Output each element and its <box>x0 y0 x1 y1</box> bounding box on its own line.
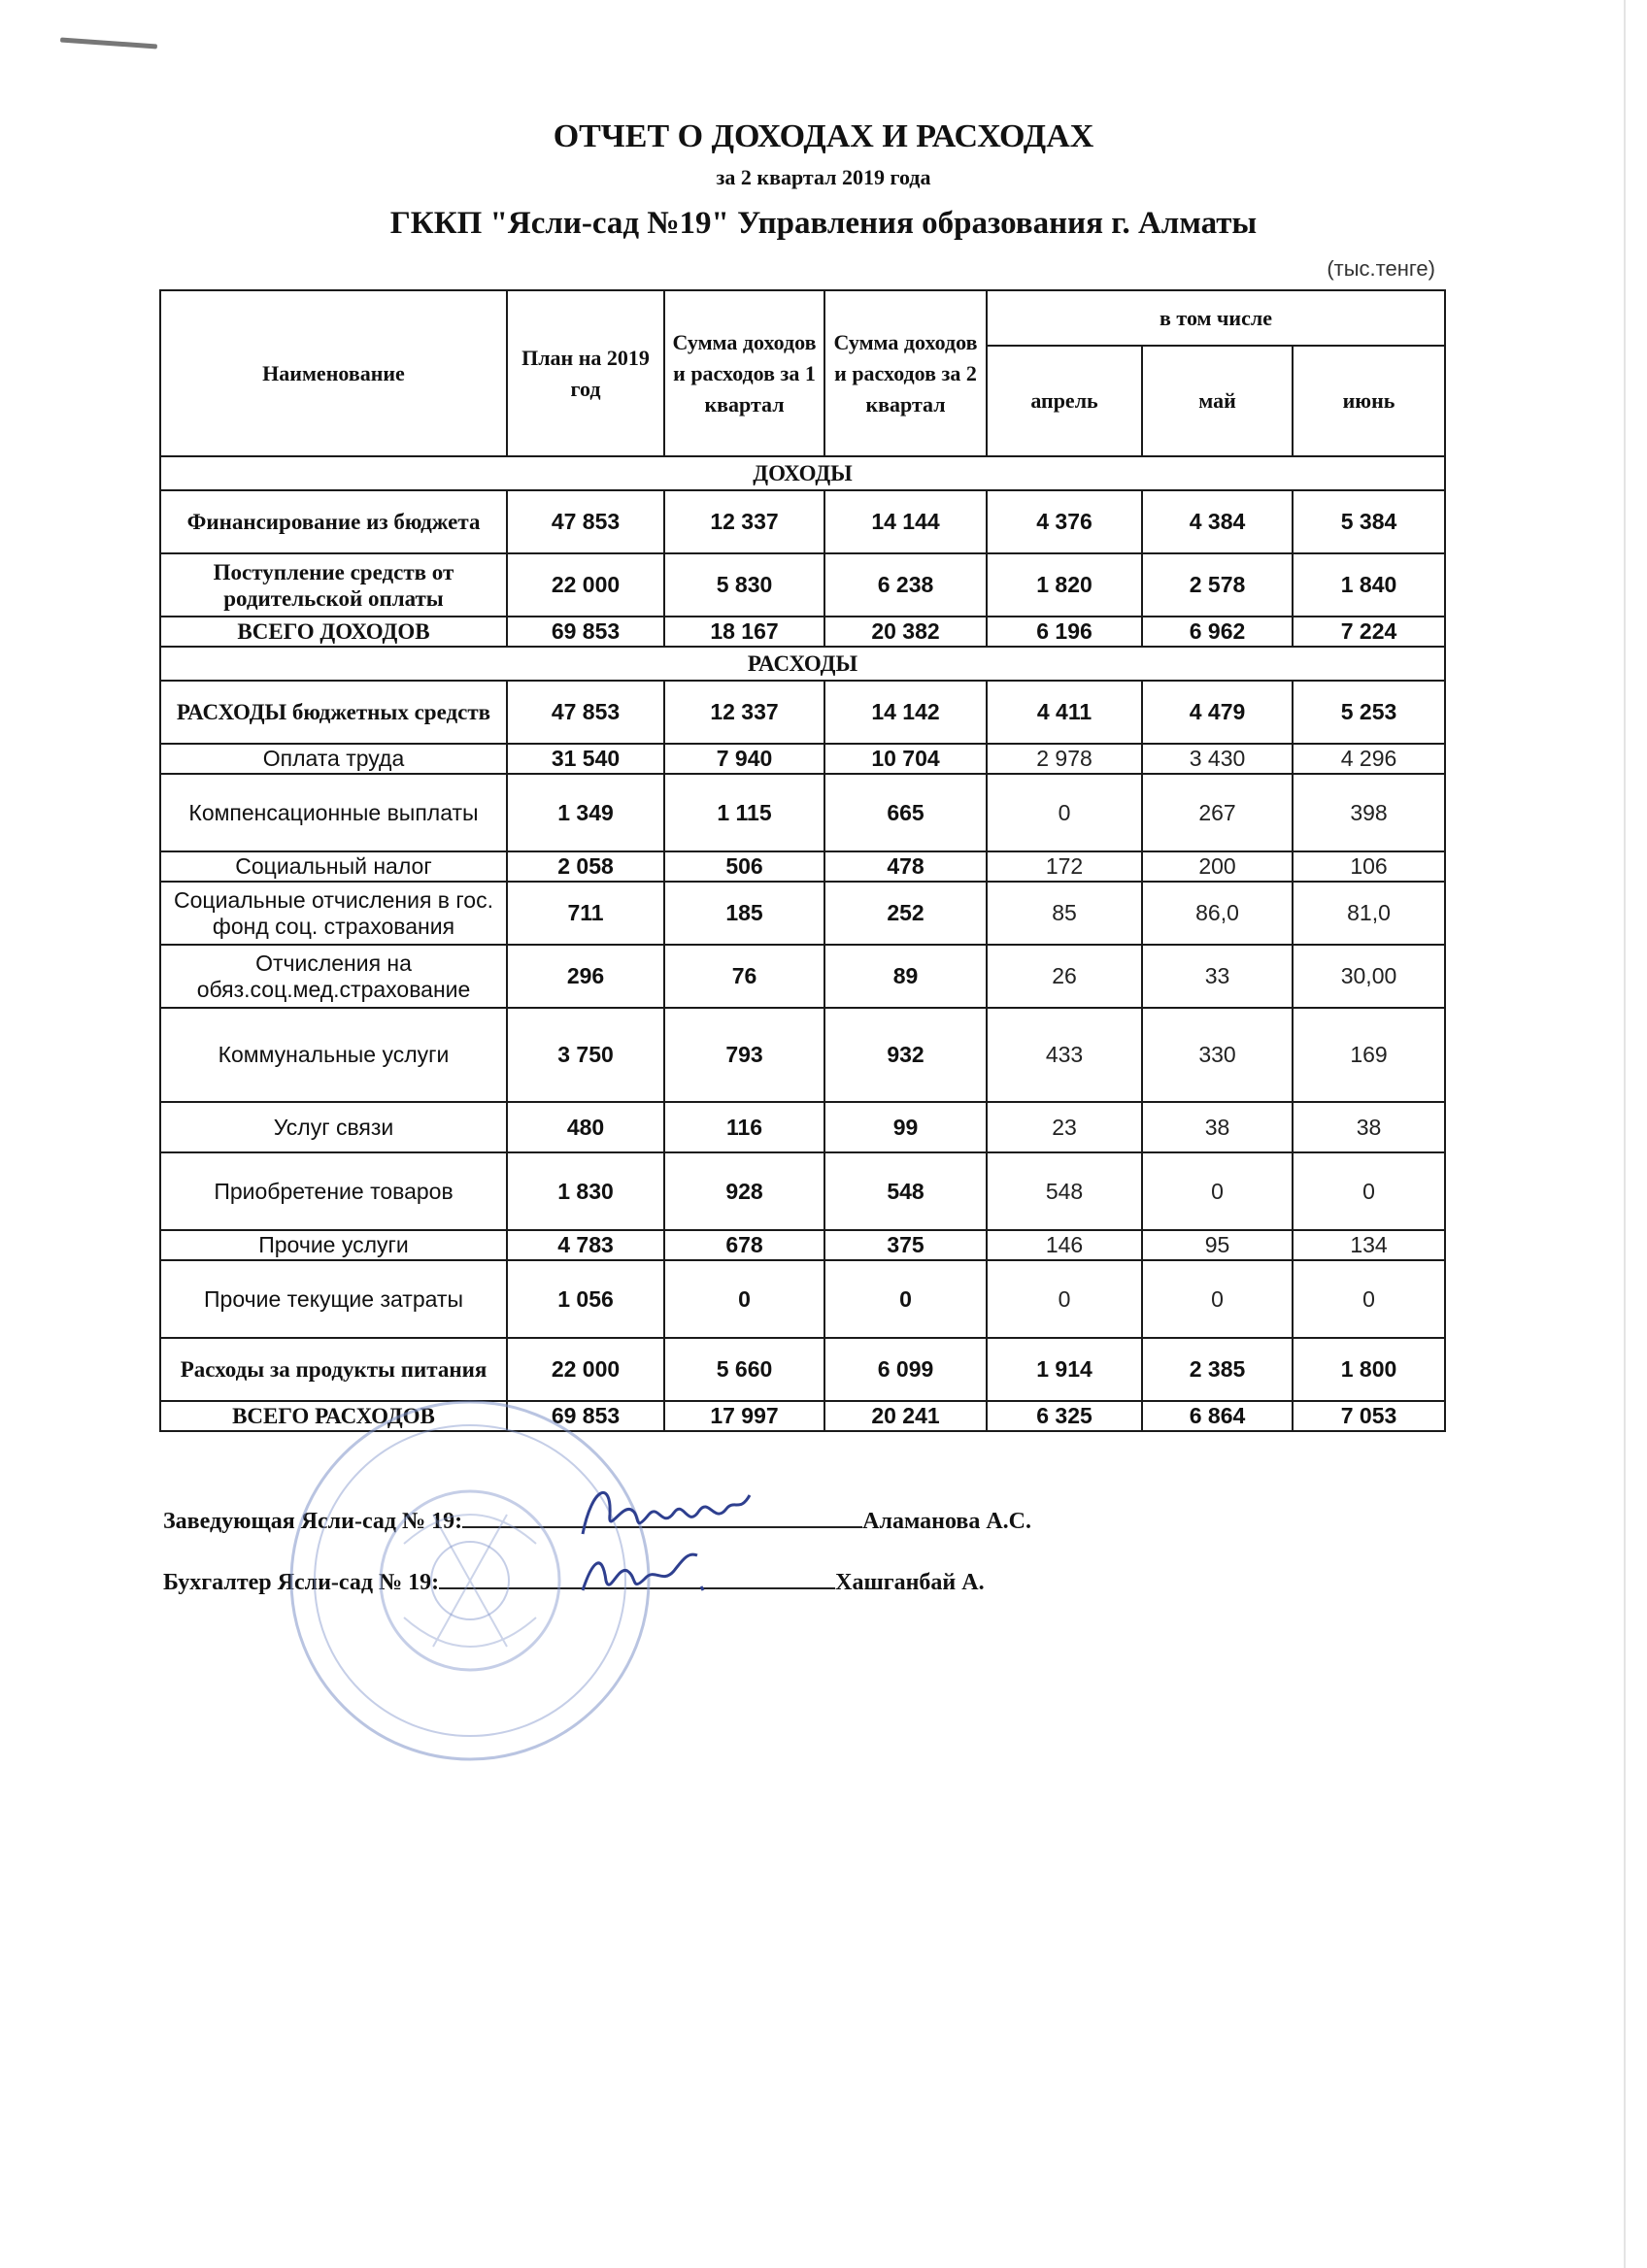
table-row <box>160 617 1445 647</box>
cell-april: 0 <box>987 774 1142 851</box>
cell-q1: 0 <box>664 1260 824 1338</box>
cell-name: Социальный налог <box>160 851 507 882</box>
stamp-emblem-pattern <box>404 1515 536 1647</box>
cell-june: 1 800 <box>1293 1338 1445 1401</box>
signature-stroke <box>583 1492 750 1534</box>
report-title: ОТЧЕТ О ДОХОДАХ И РАСХОДАХ <box>553 118 1094 154</box>
table-row <box>160 945 1445 1008</box>
cell-june: 7 224 <box>1293 617 1445 647</box>
cell-q2: 20 382 <box>824 617 987 647</box>
cell-may: 38 <box>1142 1102 1293 1152</box>
cell-april: 6 325 <box>987 1401 1142 1431</box>
cell-name: Расходы за продукты питания <box>160 1338 507 1401</box>
cell-june: 4 296 <box>1293 744 1445 774</box>
director-name: Аламанова А.С. <box>862 1509 1031 1534</box>
table-row <box>160 553 1445 617</box>
cell-june: 5 253 <box>1293 681 1445 744</box>
cell-may: 6 962 <box>1142 617 1293 647</box>
cell-q1: 1 115 <box>664 774 824 851</box>
cell-plan: 47 853 <box>507 681 664 744</box>
cell-plan: 22 000 <box>507 553 664 617</box>
table-row <box>160 744 1445 774</box>
cell-q2: 932 <box>824 1008 987 1102</box>
cell-may: 3 430 <box>1142 744 1293 774</box>
cell-april: 1 914 <box>987 1338 1142 1401</box>
cell-plan: 3 750 <box>507 1008 664 1102</box>
cell-plan: 4 783 <box>507 1230 664 1260</box>
table-row <box>160 882 1445 945</box>
header-plan: План на 2019 год <box>507 290 664 456</box>
cell-june: 38 <box>1293 1102 1445 1152</box>
cell-name: Финансирование из бюджета <box>160 490 507 553</box>
cell-june: 169 <box>1293 1008 1445 1102</box>
cell-q1: 185 <box>664 882 824 945</box>
director-label: Заведующая Ясли-сад № 19: <box>163 1509 463 1534</box>
cell-may: 2 385 <box>1142 1338 1293 1401</box>
table-row <box>160 490 1445 553</box>
cell-may: 330 <box>1142 1008 1293 1102</box>
cell-plan: 22 000 <box>507 1338 664 1401</box>
cell-q2: 0 <box>824 1260 987 1338</box>
cell-name: Поступление средств от родительской оплаты <box>160 553 507 617</box>
table-row <box>160 1008 1445 1102</box>
cell-plan: 31 540 <box>507 744 664 774</box>
cell-q2: 6 238 <box>824 553 987 617</box>
report-table <box>159 289 1446 1432</box>
cell-plan: 69 853 <box>507 617 664 647</box>
cell-may: 0 <box>1142 1260 1293 1338</box>
scan-mark <box>60 38 157 50</box>
cell-q1: 928 <box>664 1152 824 1230</box>
cell-name: Социальные отчисления в гос. фонд соц. страхования <box>160 882 507 945</box>
table-row <box>160 681 1445 744</box>
cell-q2: 478 <box>824 851 987 882</box>
table-row <box>160 774 1445 851</box>
cell-april: 4 411 <box>987 681 1142 744</box>
cell-name: Отчисления на обяз.соц.мед.страхование <box>160 945 507 1008</box>
cell-april: 0 <box>987 1260 1142 1338</box>
cell-june: 106 <box>1293 851 1445 882</box>
cell-name: ВСЕГО РАСХОДОВ <box>160 1401 507 1431</box>
cell-q2: 14 144 <box>824 490 987 553</box>
cell-may: 6 864 <box>1142 1401 1293 1431</box>
cell-may: 4 384 <box>1142 490 1293 553</box>
cell-plan: 47 853 <box>507 490 664 553</box>
cell-april: 26 <box>987 945 1142 1008</box>
cell-q1: 12 337 <box>664 490 824 553</box>
page-edge <box>1624 0 1626 2268</box>
signature-stroke <box>583 1554 703 1590</box>
cell-q1: 17 997 <box>664 1401 824 1431</box>
cell-plan: 1 349 <box>507 774 664 851</box>
cell-name: Компенсационные выплаты <box>160 774 507 851</box>
cell-may: 33 <box>1142 945 1293 1008</box>
cell-plan: 1 056 <box>507 1260 664 1338</box>
cell-q2: 99 <box>824 1102 987 1152</box>
cell-may: 267 <box>1142 774 1293 851</box>
cell-june: 134 <box>1293 1230 1445 1260</box>
cell-q2: 252 <box>824 882 987 945</box>
header-june: июнь <box>1293 346 1445 456</box>
cell-may: 0 <box>1142 1152 1293 1230</box>
cell-q1: 5 660 <box>664 1338 824 1401</box>
header-may: май <box>1142 346 1293 456</box>
cell-name: Приобретение товаров <box>160 1152 507 1230</box>
cell-plan: 1 830 <box>507 1152 664 1230</box>
cell-q1: 76 <box>664 945 824 1008</box>
cell-plan: 69 853 <box>507 1401 664 1431</box>
cell-q1: 7 940 <box>664 744 824 774</box>
cell-june: 0 <box>1293 1260 1445 1338</box>
cell-april: 172 <box>987 851 1142 882</box>
cell-april: 1 820 <box>987 553 1142 617</box>
cell-q2: 89 <box>824 945 987 1008</box>
cell-plan: 711 <box>507 882 664 945</box>
cell-june: 30,00 <box>1293 945 1445 1008</box>
cell-plan: 2 058 <box>507 851 664 882</box>
cell-april: 4 376 <box>987 490 1142 553</box>
cell-june: 7 053 <box>1293 1401 1445 1431</box>
cell-q2: 10 704 <box>824 744 987 774</box>
cell-may: 4 479 <box>1142 681 1293 744</box>
cell-name: Коммунальные услуги <box>160 1008 507 1102</box>
header-including: в том числе <box>987 290 1445 346</box>
cell-april: 2 978 <box>987 744 1142 774</box>
cell-name: Услуг связи <box>160 1102 507 1152</box>
cell-q1: 12 337 <box>664 681 824 744</box>
cell-name: ВСЕГО ДОХОДОВ <box>160 617 507 647</box>
cell-q2: 20 241 <box>824 1401 987 1431</box>
cell-name: РАСХОДЫ бюджетных средств <box>160 681 507 744</box>
cell-june: 0 <box>1293 1152 1445 1230</box>
organization-name: ГККП "Ясли-сад №19" Управления образования г. Алматы <box>389 206 1258 241</box>
cell-q2: 375 <box>824 1230 987 1260</box>
units-label: (тыс.тенге) <box>1327 256 1435 281</box>
cell-april: 85 <box>987 882 1142 945</box>
cell-june: 5 384 <box>1293 490 1445 553</box>
cell-april: 6 196 <box>987 617 1142 647</box>
header-q2: Сумма доходов и расходов за 2 квартал <box>824 290 987 456</box>
table-row <box>160 1260 1445 1338</box>
cell-q1: 793 <box>664 1008 824 1102</box>
header-name: Наименование <box>160 290 507 456</box>
cell-april: 23 <box>987 1102 1142 1152</box>
accountant-label: Бухгалтер Ясли-сад № 19: <box>163 1570 440 1595</box>
cell-q2: 14 142 <box>824 681 987 744</box>
cell-june: 398 <box>1293 774 1445 851</box>
cell-plan: 480 <box>507 1102 664 1152</box>
cell-name: Прочие услуги <box>160 1230 507 1260</box>
table-row <box>160 1230 1445 1260</box>
table-row <box>160 1338 1445 1401</box>
section-income: ДОХОДЫ <box>160 456 1445 490</box>
cell-april: 146 <box>987 1230 1142 1260</box>
cell-q1: 18 167 <box>664 617 824 647</box>
cell-q1: 506 <box>664 851 824 882</box>
table-row <box>160 1102 1445 1152</box>
cell-q2: 6 099 <box>824 1338 987 1401</box>
cell-name: Прочие текущие затраты <box>160 1260 507 1338</box>
accountant-signature <box>573 1542 719 1610</box>
cell-may: 95 <box>1142 1230 1293 1260</box>
cell-may: 2 578 <box>1142 553 1293 617</box>
cell-june: 81,0 <box>1293 882 1445 945</box>
cell-plan: 296 <box>507 945 664 1008</box>
cell-q1: 678 <box>664 1230 824 1260</box>
cell-name: Оплата труда <box>160 744 507 774</box>
section-expense: РАСХОДЫ <box>160 647 1445 681</box>
table-row <box>160 851 1445 882</box>
cell-april: 548 <box>987 1152 1142 1230</box>
cell-april: 433 <box>987 1008 1142 1102</box>
accountant-name: Хашганбай А. <box>835 1570 985 1595</box>
cell-june: 1 840 <box>1293 553 1445 617</box>
header-april: апрель <box>987 346 1142 456</box>
cell-q2: 665 <box>824 774 987 851</box>
table-row <box>160 1152 1445 1230</box>
report-period: за 2 квартал 2019 года <box>716 165 931 189</box>
cell-q2: 548 <box>824 1152 987 1230</box>
cell-may: 86,0 <box>1142 882 1293 945</box>
cell-q1: 5 830 <box>664 553 824 617</box>
cell-may: 200 <box>1142 851 1293 882</box>
header-q1: Сумма доходов и расходов за 1 квартал <box>664 290 824 456</box>
cell-q1: 116 <box>664 1102 824 1152</box>
